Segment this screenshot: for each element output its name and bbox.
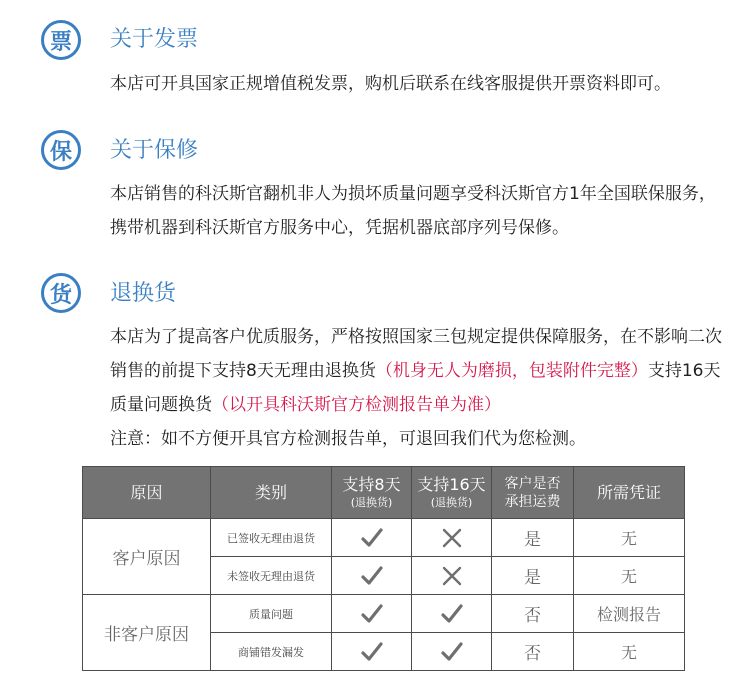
header-shipping-cost (492, 467, 574, 519)
warranty-text: 本店销售的科沃斯官翻机非人为损坏质量问题享受科沃斯官方1年全国联保服务，携带机器到科沃斯官方服务中心，凭据机器底部序列号保修。 (110, 184, 716, 238)
header-eight-days-main: 支持8天 (342, 475, 401, 494)
return-policy-table (82, 466, 685, 671)
return-text-sixteen: 支持16天质量问题换货 (110, 361, 721, 415)
eight-check-icon (332, 633, 412, 671)
sixteen-cross-icon (412, 557, 492, 595)
sixteen-check-icon (412, 595, 492, 633)
check-icon (332, 566, 411, 586)
header-sixteen-days-sub: (退换货) (430, 496, 473, 509)
header-sixteen-days (412, 467, 492, 519)
return-badge-icon: 货 (41, 273, 81, 313)
header-shipping-cost-line1: 客户是否 (504, 475, 561, 492)
invoice-badge-icon: 票 (41, 20, 81, 60)
check-icon (412, 642, 491, 662)
eight-check-icon (332, 595, 412, 633)
return-text (110, 320, 725, 456)
sixteen-cross-icon (412, 519, 492, 557)
category-cell: 商铺错发漏发 (211, 633, 332, 671)
header-eight-days (332, 467, 412, 519)
proof-cell: 无 (574, 557, 685, 595)
warranty-badge-icon: 保 (41, 130, 81, 170)
proof-cell: 检测报告 (574, 595, 685, 633)
header-shipping-cost-line2: 承担运费 (504, 493, 561, 510)
reason-cell: 客户原因 (83, 519, 211, 595)
cross-icon (412, 528, 491, 548)
return-text-main: 本店为了提高客户优质服务，严格按照国家三包规定提供保障服务，在不影响二次销售的前提下支持8天无理由退换货 (110, 327, 722, 381)
return-title: 退换货 (110, 281, 177, 306)
cross-icon (412, 566, 491, 586)
return-report-highlight: （以开具科沃斯官方检测报告单为准） (212, 395, 501, 415)
check-icon (332, 528, 411, 548)
shipping-cost-cell: 是 (492, 519, 574, 557)
shipping-cost-cell: 否 (492, 633, 574, 671)
warranty-title: 关于保修 (110, 138, 199, 163)
check-icon (332, 642, 411, 662)
invoice-title: 关于发票 (110, 27, 199, 52)
proof-cell: 无 (574, 519, 685, 557)
category-cell: 已签收无理由退货 (211, 519, 332, 557)
table-row (83, 595, 685, 633)
invoice-text: 本店可开具国家正规增值税发票，购机后联系在线客服提供开票资料即可。 (110, 74, 671, 94)
shipping-cost-cell: 否 (492, 595, 574, 633)
eight-check-icon (332, 557, 412, 595)
return-note: 注意：如不方便开具官方检测报告单，可退回我们代为您检测。 (110, 429, 586, 449)
category-cell: 质量问题 (211, 595, 332, 633)
table-header-row (83, 467, 685, 519)
category-cell: 未签收无理由退货 (211, 557, 332, 595)
header-reason: 原因 (83, 467, 211, 519)
proof-cell: 无 (574, 633, 685, 671)
header-sixteen-days-main: 支持16天 (417, 475, 486, 494)
header-eight-days-sub: (退换货) (350, 496, 393, 509)
check-icon (332, 604, 411, 624)
header-category: 类别 (211, 467, 332, 519)
reason-cell: 非客户原因 (83, 595, 211, 671)
header-proof: 所需凭证 (574, 467, 685, 519)
table-row (83, 519, 685, 557)
return-condition-highlight: （机身无人为磨损，包装附件完整） (375, 361, 648, 381)
check-icon (412, 604, 491, 624)
shipping-cost-cell: 是 (492, 557, 574, 595)
eight-check-icon (332, 519, 412, 557)
sixteen-check-icon (412, 633, 492, 671)
table-body (83, 519, 685, 671)
